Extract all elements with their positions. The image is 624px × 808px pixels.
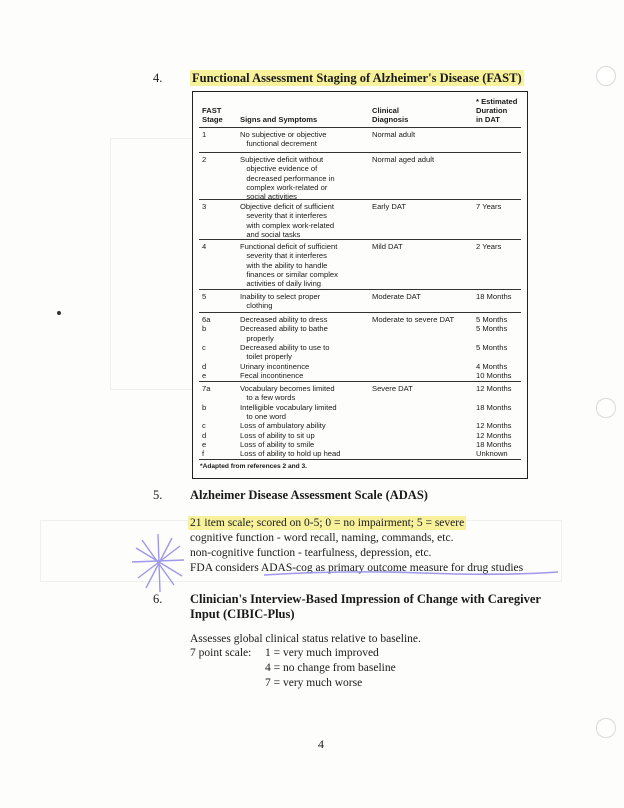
- cell-duration: 2 Years: [476, 242, 502, 251]
- section-6-scale-item-2: 4 = no change from baseline: [265, 662, 396, 674]
- pen-scribble: [112, 530, 272, 600]
- section-5-title: Alzheimer Disease Assessment Scale (ADAS): [190, 488, 428, 502]
- cell-stage: e: [202, 439, 207, 449]
- cell-duration: 7 Years: [476, 202, 502, 211]
- cell-signs: functional decrement: [240, 139, 317, 149]
- cell-duration: 12 Months: [476, 430, 512, 440]
- cell-stage: 6a: [202, 315, 211, 324]
- cell-signs: Urinary incontinence: [240, 361, 310, 371]
- section-6-title-line2: Input (CIBIC-Plus): [190, 607, 295, 621]
- cell-stage: c: [202, 421, 206, 431]
- cell-signs: with complex work-related: [240, 220, 335, 230]
- cell-stage: e: [202, 370, 207, 380]
- section-4-title-text: Functional Assessment Staging of Alzheimer's Disease (FAST): [192, 71, 522, 85]
- row-divider: [199, 289, 521, 290]
- header-diagnosis-line1: Clinical: [372, 106, 400, 115]
- row-divider: [199, 199, 521, 200]
- cell-diagnosis: Mild DAT: [372, 242, 403, 251]
- row-divider: [199, 312, 521, 313]
- cell-stage: 3: [202, 202, 207, 211]
- section-6-title-line1: Clinician's Interview-Based Impression of Change with Caregiver: [190, 592, 541, 606]
- cell-duration: 4 Months: [476, 361, 508, 371]
- section-6-number: 6.: [153, 592, 163, 606]
- cell-duration: 18 Months: [476, 292, 512, 301]
- cell-duration: 12 Months: [476, 384, 512, 393]
- cell-signs: complex work-related or: [240, 182, 328, 192]
- cell-signs: social activities: [240, 192, 297, 202]
- section-6-scale-label: 7 point scale:: [190, 647, 252, 659]
- row-divider: [199, 239, 521, 240]
- section-6-scale-item-3: 7 = very much worse: [265, 677, 363, 689]
- cell-signs: Subjective deficit without: [240, 155, 324, 164]
- cell-signs: clothing: [240, 301, 273, 311]
- cell-signs: Objective deficit of sufficient: [240, 202, 334, 211]
- cell-stage: b: [202, 402, 207, 412]
- cell-signs: and social tasks: [240, 229, 301, 239]
- header-duration: [476, 97, 517, 124]
- section-5-line-2: cognitive function - word recall, naming, commands, etc.: [190, 532, 454, 544]
- cell-diagnosis: Normal adult: [372, 130, 416, 139]
- cell-signs: activities of daily living: [240, 279, 322, 289]
- cell-stage: 1: [202, 130, 207, 139]
- header-stage-line1: FAST: [202, 106, 222, 115]
- cell-duration: Unknown: [476, 449, 508, 459]
- cell-stage: b: [202, 324, 207, 334]
- table-footnote: *Adapted from references 2 and 3.: [200, 463, 308, 470]
- punch-hole: [596, 66, 616, 86]
- cell-diagnosis: Moderate to severe DAT: [372, 315, 455, 324]
- cell-stage: c: [202, 342, 206, 352]
- cell-diagnosis: Early DAT: [372, 202, 407, 211]
- section-5-line-4: FDA considers ADAS-cog as primary outcome measure for drug studies: [190, 562, 524, 574]
- header-duration-line2: Duration: [476, 106, 508, 115]
- cell-signs: Decreased ability to dress: [240, 315, 328, 324]
- table-bottom-rule: [199, 459, 521, 460]
- cell-duration: 18 Months: [476, 402, 512, 412]
- cell-signs: Fecal incontinence: [240, 370, 304, 380]
- cell-stage: 2: [202, 155, 207, 164]
- section-5-number: 5.: [153, 488, 163, 502]
- cell-stage: d: [202, 361, 207, 371]
- pen-underline: [262, 566, 562, 580]
- cell-signs: with the ability to handle: [240, 260, 328, 270]
- section-6-scale-item-1: 1 = very much improved: [265, 647, 379, 659]
- section-5-line-3: non-cognitive function - tearfulness, depression, etc.: [190, 547, 432, 559]
- cell-stage: 4: [202, 242, 207, 251]
- cell-signs: Inability to select proper: [240, 292, 321, 301]
- section-6-intro: Assesses global clinical status relative to baseline.: [190, 633, 421, 645]
- cell-duration: 10 Months: [476, 370, 512, 380]
- header-stage-line2: Stage: [202, 115, 223, 124]
- cell-signs: to a few words: [240, 393, 296, 403]
- cell-stage: 7a: [202, 384, 211, 393]
- cell-signs: finances or similar complex: [240, 269, 338, 279]
- cell-duration: 5 Months: [476, 342, 508, 352]
- cell-signs: Vocabulary becomes limited: [240, 384, 335, 393]
- section-4-number: 4.: [153, 71, 163, 85]
- cell-signs: Loss of ability to hold up head: [240, 449, 341, 459]
- cell-signs: Loss of ability to sit up: [240, 430, 315, 440]
- cell-diagnosis: Severe DAT: [372, 384, 413, 393]
- cell-signs: Functional deficit of sufficient: [240, 242, 338, 251]
- punch-hole: [596, 398, 616, 418]
- cell-signs: objective evidence of: [240, 164, 318, 174]
- cell-stage: f: [202, 449, 205, 459]
- cell-diagnosis: Moderate DAT: [372, 292, 421, 301]
- cell-duration: 5 Months: [476, 315, 508, 324]
- cell-signs: Decreased ability to use to: [240, 342, 330, 352]
- cell-signs: severity that it interferes: [240, 251, 327, 261]
- cell-signs: to one word: [240, 411, 287, 421]
- cell-duration: 5 Months: [476, 324, 508, 334]
- row-divider: [199, 381, 521, 382]
- header-diagnosis: [372, 106, 408, 124]
- section-5-line-1-text: 21 item scale; scored on 0-5; 0 = no impairment; 5 = severe: [190, 517, 465, 529]
- cell-duration: 18 Months: [476, 439, 512, 449]
- cell-duration: 12 Months: [476, 421, 512, 431]
- fast-table: [192, 91, 528, 479]
- cell-signs: Loss of ambulatory ability: [240, 421, 326, 431]
- header-signs: Signs and Symptoms: [240, 115, 318, 124]
- header-stage: [202, 106, 223, 124]
- scan-speck: [57, 311, 61, 315]
- section-6-title: [190, 592, 541, 622]
- section-4-title: [190, 71, 524, 86]
- header-diagnosis-line2: Diagnosis: [372, 115, 409, 124]
- punch-hole: [596, 718, 616, 738]
- cell-stage: d: [202, 430, 207, 440]
- cell-signs: properly: [240, 333, 274, 343]
- cell-signs: decreased performance in: [240, 173, 335, 183]
- header-duration-line3: in DAT: [476, 115, 500, 124]
- cell-signs: Loss of ability to smile: [240, 439, 315, 449]
- cell-diagnosis: Normal aged adult: [372, 155, 435, 164]
- header-duration-line1: * Estimated: [476, 97, 518, 106]
- cell-signs: Intelligible vocabulary limited: [240, 402, 337, 412]
- table-header-rule: [199, 127, 521, 128]
- section-5-line-1: [188, 516, 466, 531]
- row-divider: [199, 152, 521, 153]
- cell-stage: 5: [202, 292, 207, 301]
- cell-signs: Decreased ability to bathe: [240, 324, 328, 334]
- cell-signs: No subjective or objective: [240, 130, 327, 139]
- page-number: 4: [318, 737, 324, 751]
- cell-signs: severity that it interferes: [240, 211, 327, 221]
- cell-signs: toilet properly: [240, 352, 292, 362]
